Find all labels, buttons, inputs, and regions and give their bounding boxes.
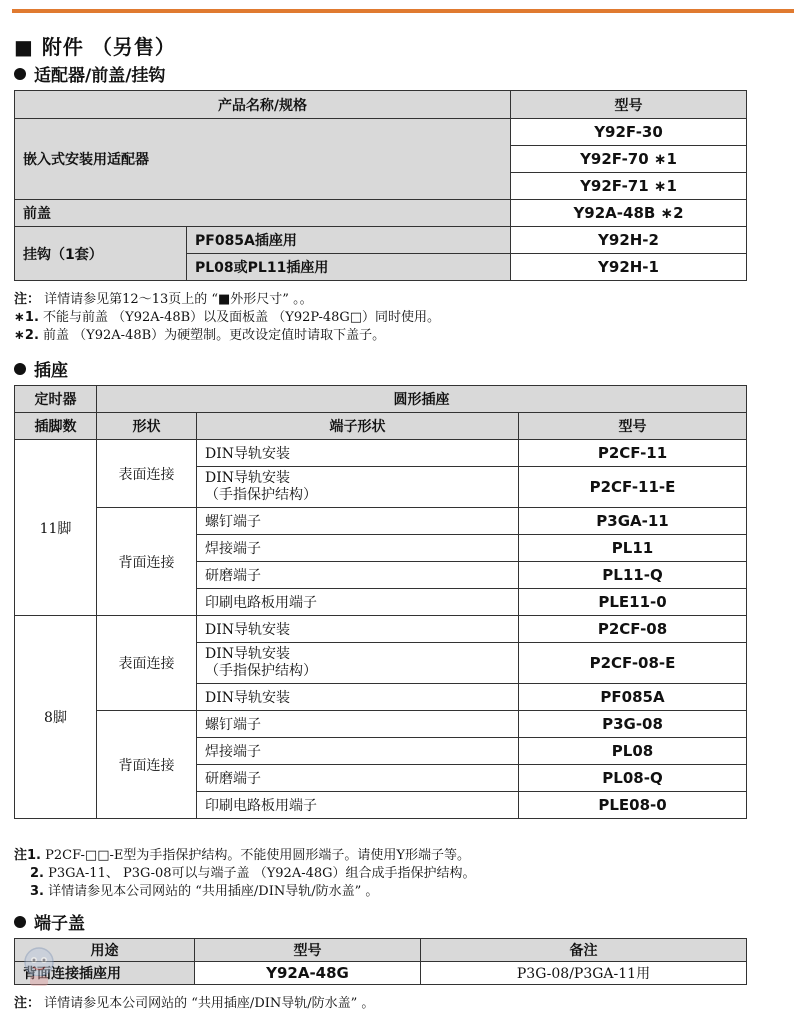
model-cell: P2CF-08 xyxy=(519,616,747,643)
note-line: 3. 详情请参见本公司网站的 “共用插座/DIN导轨/防水盖” 。 xyxy=(30,884,379,899)
header-pins: 插脚数 xyxy=(15,413,97,440)
header-use: 用途 xyxy=(15,939,195,962)
adapter-label: 嵌入式安装用适配器 xyxy=(15,119,511,200)
model-cell: Y92A-48G xyxy=(195,962,421,985)
terminal-cell: DIN导轨安装 （手指保护结构） xyxy=(197,467,519,508)
bullet-icon xyxy=(14,916,26,928)
hook-spec: PF085A插座用 xyxy=(187,227,511,254)
terminal-cell: DIN导轨安装 xyxy=(197,440,519,467)
terminal-cell: DIN导轨安装 （手指保护结构） xyxy=(197,643,519,684)
terminal-cell: DIN导轨安装 xyxy=(197,684,519,711)
cover-table xyxy=(14,938,747,985)
notes-adapters xyxy=(14,291,440,345)
socket-table xyxy=(14,385,747,819)
model-cell: Y92F-70 ∗1 xyxy=(511,146,747,173)
shape-surface: 表面连接 xyxy=(97,616,197,711)
note-line: 2. P3GA-11、 P3G-08可以与端子盖 （Y92A-48G）组合成手指保护结构。 xyxy=(30,866,476,881)
model-cell: P2CF-08-E xyxy=(519,643,747,684)
notes-sockets xyxy=(14,847,476,901)
terminal-cell: 焊接端子 xyxy=(197,738,519,765)
pins-8: 8脚 xyxy=(15,616,97,819)
adapter-table xyxy=(14,90,747,281)
header-shape: 形状 xyxy=(97,413,197,440)
model-cell: PL11 xyxy=(519,535,747,562)
section-title-covers: 端子盖 xyxy=(14,909,85,934)
top-rule xyxy=(12,9,794,13)
header-model: 型号 xyxy=(511,91,747,119)
note-line: ∗1. 不能与前盖 （Y92A-48B）以及面板盖 （Y92P-48G□）同时使用。 xyxy=(14,310,441,325)
header-product: 产品名称/规格 xyxy=(15,91,511,119)
pins-11: 11脚 xyxy=(15,440,97,616)
terminal-cell: 研磨端子 xyxy=(197,562,519,589)
model-cell: Y92F-71 ∗1 xyxy=(511,173,747,200)
remark-cell: P3G-08/P3GA-11用 xyxy=(421,962,747,985)
model-cell: Y92F-30 xyxy=(511,119,747,146)
model-cell: PL11-Q xyxy=(519,562,747,589)
hook-spec: PL08或PL11插座用 xyxy=(187,254,511,281)
terminal-cell: 螺钉端子 xyxy=(197,711,519,738)
model-cell: P2CF-11-E xyxy=(519,467,747,508)
note-covers: 注： 详情请参见本公司网站的 “共用插座/DIN导轨/防水盖” 。 xyxy=(14,996,375,1011)
model-cell: Y92H-1 xyxy=(511,254,747,281)
model-cell: Y92A-48B ∗2 xyxy=(511,200,747,227)
header-model: 型号 xyxy=(519,413,747,440)
model-cell: PL08-Q xyxy=(519,765,747,792)
model-cell: P2CF-11 xyxy=(519,440,747,467)
terminal-cell: 焊接端子 xyxy=(197,535,519,562)
bullet-icon xyxy=(14,68,26,80)
note-line: 注： 详情请参见第12～13页上的 “■外形尺寸” 。。 xyxy=(14,292,313,307)
terminal-cell: 印刷电路板用端子 xyxy=(197,792,519,819)
header-remark: 备注 xyxy=(421,939,747,962)
mascot-logo-icon xyxy=(16,942,62,988)
section-title-adapters: 适配器/前盖/挂钩 xyxy=(14,61,165,86)
note-line: ∗2. 前盖 （Y92A-48B）为硬塑制。更改设定值时请取下盖子。 xyxy=(14,328,386,343)
cover-label: 前盖 xyxy=(15,200,511,227)
hook-label: 挂钩（1套） xyxy=(15,227,187,281)
model-cell: Y92H-2 xyxy=(511,227,747,254)
shape-back: 背面连接 xyxy=(97,508,197,616)
section-title-sockets: 插座 xyxy=(14,356,68,381)
use-cell: 背面连接插座用 xyxy=(15,962,195,985)
model-cell: P3GA-11 xyxy=(519,508,747,535)
note-line: 注1. P2CF-□□-E型为手指保护结构。不能使用圆形端子。请使用Y形端子等。 xyxy=(14,848,470,863)
model-cell: P3G-08 xyxy=(519,711,747,738)
header-timer: 定时器 xyxy=(15,386,97,413)
header-terminal: 端子形状 xyxy=(197,413,519,440)
terminal-cell: 研磨端子 xyxy=(197,765,519,792)
model-cell: PL08 xyxy=(519,738,747,765)
model-cell: PLE08-0 xyxy=(519,792,747,819)
model-cell: PF085A xyxy=(519,684,747,711)
shape-back: 背面连接 xyxy=(97,711,197,819)
terminal-cell: 印刷电路板用端子 xyxy=(197,589,519,616)
bullet-icon xyxy=(14,363,26,375)
model-cell: PLE11-0 xyxy=(519,589,747,616)
terminal-cell: DIN导轨安装 xyxy=(197,616,519,643)
terminal-cell: 螺钉端子 xyxy=(197,508,519,535)
page-title: ■ 附件 （另售） xyxy=(14,35,176,59)
shape-surface: 表面连接 xyxy=(97,440,197,508)
header-round-socket: 圆形插座 xyxy=(97,386,747,413)
header-model: 型号 xyxy=(195,939,421,962)
